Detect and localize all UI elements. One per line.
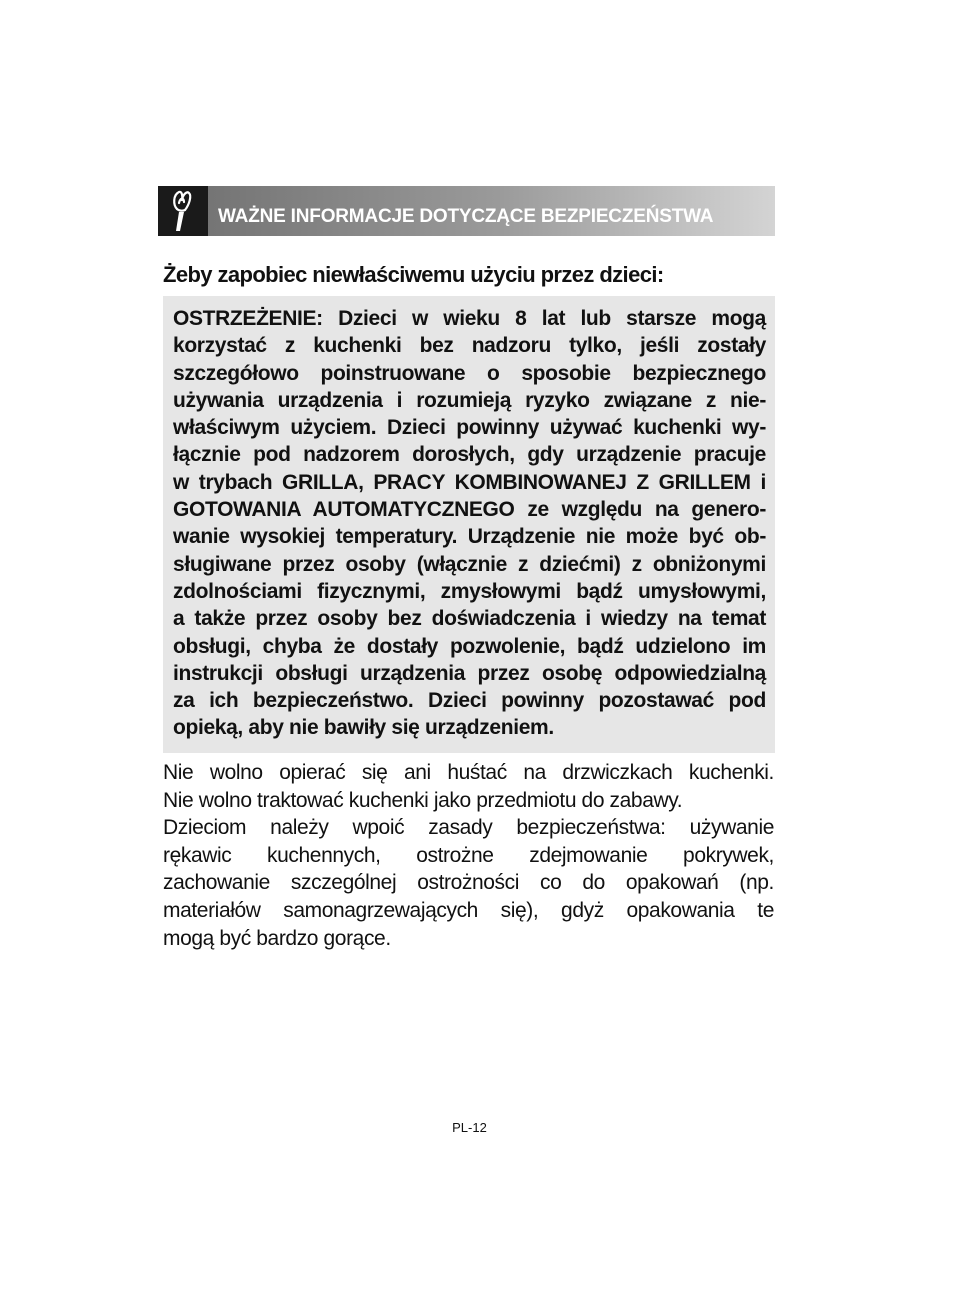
warning-line: korzystać z kuchenki bez nadzoru tylko, jeśli zostały [173,334,766,358]
body-paragraph [163,759,774,952]
body-line: rękawic kuchennych, ostrożne zdejmowanie pokrywek, [163,843,774,867]
warning-line: zdolnościami fizycznymi, zmysłowymi bądź umysłowymi, [173,579,766,603]
section-title: WAŻNE INFORMACJE DOTYCZĄCE BEZPIECZEŃSTWA [218,206,714,227]
body-line: materiałów samonagrzewających się), gdyż opakowania te [163,898,774,922]
body-line: mogą być bardzo gorące. [163,926,391,950]
body-line: Nie wolno opierać się ani huśtać na drzwiczkach kuchenki. [163,761,774,784]
body-line: Dzieciom należy wpoić zasady bezpieczeństwa: używanie [163,816,774,840]
warning-line: a także przez osoby bez doświadczenia i wiedzy na temat [173,607,766,631]
warning-line: wanie wysokiej temperatury. Urządzenie nie może być ob- [173,525,766,549]
page-number: PL-12 [452,1120,487,1135]
warning-line: szczegółowo poinstruowane o sposobie bezpiecznego [173,361,766,385]
warning-line: OSTRZEŻENIE: Dzieci w wieku 8 lat lub starsze mogą [173,307,766,330]
warning-line: GOTOWANIA AUTOMATYCZNEGO ze względu na genero- [173,498,766,522]
body-line: Nie wolno traktować kuchenki jako przedmiotu do zabawy. [163,788,683,812]
warning-line: sługiwane przez osoby (włącznie z dziećmi) z obniżonymi [173,552,766,576]
warning-line: właściwym użyciem. Dzieci powinny używać kuchenki wy- [173,416,766,440]
warning-line: za ich bezpieczeństwo. Dzieci powinny pozostawać pod [173,689,766,713]
body-line: zachowanie szczególnej ostrożności co do opakowań (np. [163,871,774,895]
warning-line: w trybach GRILLA, PRACY KOMBINOWANEJ Z GRILLEM i [173,470,766,494]
section-header-bar [158,186,775,236]
warning-box [163,296,775,753]
warning-line: opieką, aby nie bawiły się urządzeniem. [173,716,554,740]
warning-line: obsługi, chyba że dostały pozwolenie, bądź udzielono im [173,634,766,658]
pointer-hand-icon [158,186,208,236]
warning-line: używania urządzenia i rozumieją ryzyko związane z nie- [173,388,766,412]
warning-text [173,305,766,742]
section-heading: Żeby zapobiec niewłaściwemu użyciu przez dzieci: [163,262,664,287]
warning-line: łącznie pod nadzorem dorosłych, gdy urządzenie pracuje [173,443,766,467]
warning-line: instrukcji obsługi urządzenia przez osobę odpowiedzialną [173,661,766,685]
